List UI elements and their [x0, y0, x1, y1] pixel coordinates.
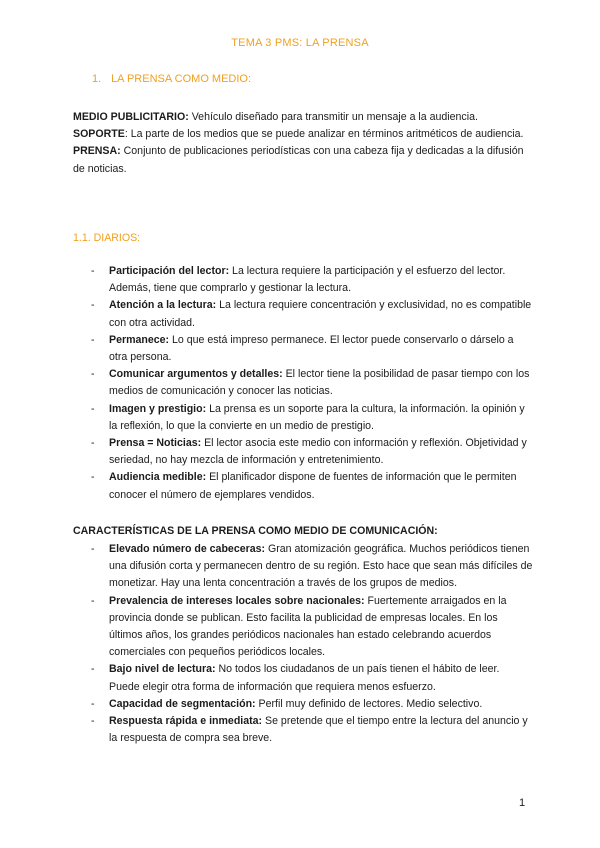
- bullet-dash: -: [91, 265, 95, 277]
- item-text: Perfil muy definido de lectores. Medio selectivo.: [255, 697, 483, 710]
- bullet-dash: -: [91, 471, 95, 484]
- item-text: La prensa es un soporte para la cultura, la información. la opinión y la reflexión, lo que la convierte en un medio de prestigio.: [109, 402, 525, 432]
- item-text: Se pretende que el tiempo entre la lectura del anuncio y la respuesta de compra sea breve.: [109, 715, 528, 745]
- item-text: El lector tiene la posibilidad de pasar tiempo con los medios de comunicación y conocer las noticias.: [109, 368, 530, 398]
- item-term: Atención a la lectura:: [109, 299, 217, 312]
- list-item: [73, 713, 533, 747]
- list-item: [73, 593, 533, 662]
- definition-term: MEDIO PUBLICITARIO:: [73, 111, 189, 123]
- item-term: Respuesta rápida e inmediata:: [109, 715, 263, 728]
- list-item: [73, 297, 533, 331]
- item-term: Bajo nivel de lectura:: [109, 663, 216, 676]
- bullet-dash: -: [91, 594, 95, 607]
- bullet-dash: -: [91, 715, 95, 728]
- document-title: TEMA 3 PMS: LA PRENSA: [231, 37, 369, 49]
- list-item: [73, 469, 533, 503]
- item-term: Comunicar argumentos y detalles:: [109, 368, 283, 381]
- item-text: Gran atomización geográfica. Muchos periódicos tienen una difusión corta y permanecen dentro de su región. Esto hace que sean más difíciles de monetizar. Hay una lenta concentración a través de los grupos de medios.: [109, 543, 533, 590]
- definition-paragraph: [73, 109, 533, 126]
- subsection-heading: 1.1. DIARIOS:: [73, 232, 141, 244]
- item-text: Fuertemente arraigados en la provincia donde se publican. Esto facilita la publicidad de empresas locales. En los últimos años, los grandes periódicos nacionales han estado celebrando acuerdos comerciales con pequeños periódicos locales.: [109, 594, 507, 659]
- list-item: [73, 366, 533, 400]
- definition-text: Vehículo diseñado para transmitir un mensaje a la audiencia.: [188, 111, 478, 123]
- diarios-list: [73, 263, 533, 504]
- bullet-dash: -: [91, 299, 95, 312]
- definitions-block: [73, 109, 533, 178]
- item-text: La lectura requiere la participación y el esfuerzo del lector. Además, tiene que comprarlo y gestionar la lectura.: [109, 265, 506, 295]
- characteristics-heading: CARACTERÍSTICAS DE LA PRENSA COMO MEDIO DE COMUNICACIÓN:: [73, 525, 438, 537]
- bullet-dash: -: [91, 543, 95, 555]
- item-text: Lo que está impreso permanece. El lector puede conservarlo o dárselo a otra persona.: [109, 333, 514, 364]
- definition-text: : La parte de los medios que se puede analizar en términos aritméticos de audiencia.: [124, 128, 524, 141]
- definition-paragraph: [73, 126, 533, 143]
- item-text: La lectura requiere concentración y exclusividad, no es compatible con otra actividad.: [109, 299, 532, 329]
- item-term: Prensa = Noticias:: [109, 437, 202, 450]
- item-term: Imagen y prestigio:: [109, 402, 207, 415]
- bullet-dash: -: [91, 663, 95, 676]
- bullet-dash: -: [91, 368, 95, 381]
- characteristics-list: [73, 541, 533, 747]
- definition-term: SOPORTE: [73, 128, 125, 141]
- list-item: [73, 435, 533, 469]
- page-number: 1: [519, 797, 526, 809]
- bullet-dash: -: [91, 402, 95, 415]
- section-heading-text: LA PRENSA COMO MEDIO:: [111, 73, 252, 85]
- item-text: El planificador dispone de fuentes de información que le permiten conocer el número de ejemplares vendidos.: [109, 471, 517, 501]
- definition-term: PRENSA:: [73, 145, 121, 158]
- item-term: Capacidad de segmentación:: [109, 697, 256, 710]
- item-term: Prevalencia de intereses locales sobre nacionales:: [109, 594, 365, 607]
- list-item: [73, 401, 533, 435]
- section-number: 1.: [92, 73, 102, 85]
- definition-text: Conjunto de publicaciones periodísticas con una cabeza fija y dedicadas a la difusión de noticias.: [73, 145, 524, 175]
- bullet-dash: -: [91, 697, 95, 710]
- definition-paragraph: [73, 143, 533, 177]
- item-term: Audiencia medible:: [109, 471, 207, 484]
- item-text: No todos los ciudadanos de un país tienen el hábito de leer. Puede elegir otra forma de información que requiera menos esfuerzo.: [109, 663, 500, 693]
- list-item: [73, 332, 533, 366]
- item-term: Elevado número de cabeceras:: [109, 543, 266, 555]
- list-item: [73, 263, 533, 297]
- section-heading: [92, 73, 251, 85]
- item-term: Participación del lector:: [109, 265, 230, 277]
- list-item: [73, 541, 533, 593]
- list-item: [73, 696, 533, 713]
- item-term: Permanece:: [109, 333, 170, 346]
- bullet-dash: -: [91, 333, 95, 346]
- list-item: [73, 661, 533, 695]
- item-text: El lector asocia este medio con información y reflexión. Objetividad y seriedad, no hay mezcla de información y entretenimiento.: [109, 437, 527, 467]
- bullet-dash: -: [91, 437, 95, 450]
